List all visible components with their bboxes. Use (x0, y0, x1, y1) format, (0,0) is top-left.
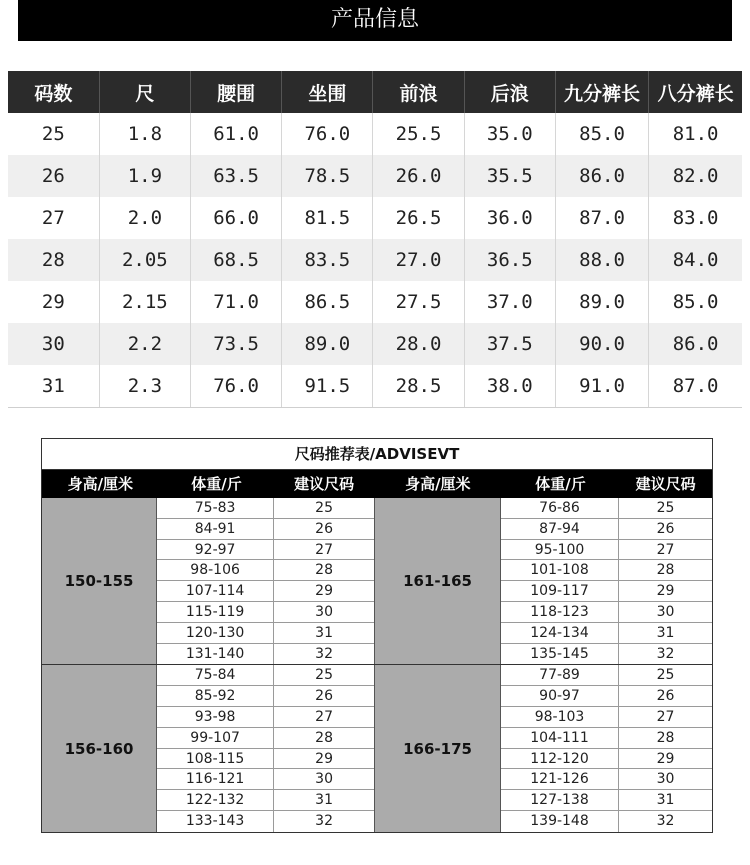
size-table-header-cell: 码数 (8, 71, 99, 113)
table-cell: 37.5 (464, 323, 555, 365)
weight-range: 118-123 (501, 602, 619, 622)
list-item (501, 581, 712, 602)
weight-range: 133-143 (157, 811, 274, 832)
weight-range: 101-108 (501, 560, 619, 580)
table-cell: 73.5 (190, 323, 281, 365)
suggested-size: 31 (315, 792, 333, 809)
list-item (501, 707, 712, 728)
suggested-size: 25 (315, 500, 333, 516)
advise-header-weight: 体重/斤 (535, 475, 586, 493)
suggested-size: 28 (315, 562, 333, 579)
table-cell: 2.2 (99, 323, 190, 365)
table-cell: 26.5 (373, 197, 464, 239)
weight-range: 85-92 (157, 686, 274, 706)
table-cell: 27 (8, 197, 99, 239)
size-table-header-cell: 后浪 (464, 71, 555, 113)
advise-header-size: 建议尺码 (294, 475, 355, 493)
table-cell: 26 (8, 155, 99, 197)
table-divider (8, 407, 742, 408)
suggested-size: 26 (315, 688, 333, 705)
list-item (157, 728, 374, 749)
list-item (157, 644, 374, 665)
suggested-size: 29 (315, 583, 333, 600)
suggested-size: 30 (315, 771, 333, 788)
table-cell: 83.5 (282, 239, 373, 281)
table-cell: 85.0 (555, 113, 648, 155)
suggested-size: 30 (315, 603, 333, 620)
table-cell: 86.5 (282, 281, 373, 323)
table-cell: 89.0 (282, 323, 373, 365)
suggested-size: 29 (656, 583, 675, 600)
table-cell: 61.0 (190, 113, 281, 155)
weight-range: 135-145 (501, 644, 619, 665)
table-cell: 36.0 (464, 197, 555, 239)
table-cell: 28 (8, 239, 99, 281)
table-cell: 66.0 (190, 197, 281, 239)
suggested-size: 32 (656, 645, 675, 662)
weight-range: 84-91 (157, 519, 274, 539)
table-cell: 35.5 (464, 155, 555, 197)
height-range: 150-155 (42, 498, 157, 664)
suggested-size: 31 (656, 624, 675, 641)
table-cell: 91.0 (555, 365, 648, 407)
list-item (157, 498, 374, 519)
list-item (157, 602, 374, 623)
height-range: 156-160 (42, 665, 157, 831)
weight-range: 112-120 (501, 749, 619, 769)
list-item (501, 560, 712, 581)
weight-range: 90-97 (501, 686, 619, 706)
list-item (157, 811, 374, 832)
banner-title: 产品信息 (18, 0, 732, 41)
table-cell: 2.15 (99, 281, 190, 323)
suggested-size: 26 (656, 688, 675, 705)
height-range: 166-175 (375, 665, 501, 831)
weight-range: 76-86 (501, 498, 619, 518)
table-cell: 88.0 (555, 239, 648, 281)
table-row (8, 323, 742, 365)
suggested-size: 31 (315, 624, 333, 641)
suggested-size: 25 (315, 667, 333, 684)
size-table-header-cell: 九分裤长 (555, 71, 648, 113)
weight-range: 107-114 (157, 581, 274, 601)
weight-range: 75-84 (157, 665, 274, 685)
table-cell: 1.9 (99, 155, 190, 197)
table-cell: 76.0 (282, 113, 373, 155)
table-cell: 27.5 (373, 281, 464, 323)
table-cell: 25.5 (373, 113, 464, 155)
table-cell: 86.0 (555, 155, 648, 197)
table-cell: 2.05 (99, 239, 190, 281)
list-item (501, 769, 712, 790)
list-item (501, 498, 712, 519)
table-row (8, 365, 742, 407)
weight-range: 116-121 (157, 769, 274, 789)
list-item (157, 540, 374, 561)
table-cell: 76.0 (190, 365, 281, 407)
suggested-size: 29 (656, 750, 675, 767)
table-row (8, 155, 742, 197)
suggested-size: 28 (656, 729, 675, 746)
weight-range: 104-111 (501, 728, 619, 748)
table-cell: 82.0 (649, 155, 742, 197)
suggested-size: 32 (315, 645, 333, 662)
suggested-size: 29 (315, 750, 333, 767)
list-item (501, 728, 712, 749)
table-cell: 89.0 (555, 281, 648, 323)
advise-title: 尺码推荐表/ADVISEVT (42, 439, 712, 470)
weight-range: 131-140 (157, 644, 274, 665)
list-item (501, 665, 712, 686)
table-cell: 27.0 (373, 239, 464, 281)
list-item (157, 769, 374, 790)
weight-range: 109-117 (501, 581, 619, 601)
table-cell: 2.3 (99, 365, 190, 407)
suggested-size: 27 (656, 541, 675, 558)
list-item (157, 686, 374, 707)
table-cell: 28.0 (373, 323, 464, 365)
suggested-size: 27 (315, 708, 333, 725)
weight-range: 124-134 (501, 623, 619, 643)
weight-range: 139-148 (501, 811, 619, 832)
list-item (157, 790, 374, 811)
suggested-size: 25 (656, 500, 675, 516)
size-table-header-cell: 八分裤长 (649, 71, 742, 113)
weight-range: 77-89 (501, 665, 619, 685)
advise-header-size: 建议尺码 (635, 475, 696, 493)
table-cell: 30 (8, 323, 99, 365)
table-cell: 26.0 (373, 155, 464, 197)
advise-header-height: 身高/厘米 (67, 475, 134, 493)
table-cell: 37.0 (464, 281, 555, 323)
table-cell: 81.0 (649, 113, 742, 155)
weight-range: 99-107 (157, 728, 274, 748)
size-table-header-cell: 坐围 (282, 71, 373, 113)
suggested-size: 31 (656, 792, 675, 809)
list-item (501, 519, 712, 540)
weight-range: 120-130 (157, 623, 274, 643)
list-item (501, 790, 712, 811)
size-table (8, 71, 742, 407)
table-row (8, 239, 742, 281)
weight-range: 95-100 (501, 540, 619, 560)
table-cell: 31 (8, 365, 99, 407)
table-cell: 86.0 (649, 323, 742, 365)
table-cell: 38.0 (464, 365, 555, 407)
weight-range: 75-83 (157, 498, 274, 518)
list-item (501, 686, 712, 707)
list-item (157, 749, 374, 770)
table-cell: 85.0 (649, 281, 742, 323)
advise-group (42, 498, 712, 664)
weight-range: 115-119 (157, 602, 274, 622)
weight-range: 127-138 (501, 790, 619, 810)
table-cell: 25 (8, 113, 99, 155)
table-cell: 35.0 (464, 113, 555, 155)
list-item (501, 540, 712, 561)
list-item (157, 519, 374, 540)
table-cell: 68.5 (190, 239, 281, 281)
suggested-size: 30 (656, 603, 675, 620)
list-item (157, 581, 374, 602)
list-item (501, 602, 712, 623)
weight-range: 92-97 (157, 540, 274, 560)
weight-range: 121-126 (501, 769, 619, 789)
table-cell: 63.5 (190, 155, 281, 197)
list-item (501, 749, 712, 770)
weight-range: 93-98 (157, 707, 274, 727)
suggested-size: 27 (656, 708, 675, 725)
list-item (157, 623, 374, 644)
table-cell: 1.8 (99, 113, 190, 155)
list-item (157, 707, 374, 728)
suggested-size: 28 (656, 562, 675, 579)
suggested-size: 26 (656, 520, 675, 537)
table-cell: 87.0 (555, 197, 648, 239)
advise-header-weight: 体重/斤 (191, 475, 242, 493)
advise-header-height: 身高/厘米 (405, 475, 471, 493)
table-cell: 29 (8, 281, 99, 323)
suggested-size: 28 (315, 729, 333, 746)
suggested-size: 32 (315, 812, 333, 829)
list-item (157, 665, 374, 686)
weight-range: 87-94 (501, 519, 619, 539)
suggested-size: 25 (656, 667, 675, 684)
weight-range: 98-103 (501, 707, 619, 727)
table-row (8, 113, 742, 155)
advise-group (42, 664, 712, 831)
size-table-header-cell: 前浪 (373, 71, 464, 113)
weight-range: 98-106 (157, 560, 274, 580)
list-item (501, 811, 712, 832)
table-cell: 28.5 (373, 365, 464, 407)
table-cell: 71.0 (190, 281, 281, 323)
table-cell: 81.5 (282, 197, 373, 239)
table-row (8, 281, 742, 323)
table-cell: 83.0 (649, 197, 742, 239)
advise-table (41, 438, 713, 833)
suggested-size: 27 (315, 541, 333, 558)
table-cell: 87.0 (649, 365, 742, 407)
table-cell: 78.5 (282, 155, 373, 197)
table-row (8, 197, 742, 239)
table-cell: 84.0 (649, 239, 742, 281)
list-item (157, 560, 374, 581)
weight-range: 108-115 (157, 749, 274, 769)
weight-range: 122-132 (157, 790, 274, 810)
list-item (501, 623, 712, 644)
table-cell: 2.0 (99, 197, 190, 239)
size-table-header-cell: 尺 (99, 71, 190, 113)
size-table-header (8, 71, 742, 113)
table-cell: 90.0 (555, 323, 648, 365)
height-range: 161-165 (375, 498, 501, 664)
suggested-size: 26 (315, 520, 333, 537)
table-cell: 91.5 (282, 365, 373, 407)
table-cell: 36.5 (464, 239, 555, 281)
suggested-size: 32 (656, 812, 675, 829)
advise-header (42, 470, 712, 498)
size-table-header-cell: 腰围 (190, 71, 281, 113)
list-item (501, 644, 712, 665)
suggested-size: 30 (656, 771, 675, 788)
